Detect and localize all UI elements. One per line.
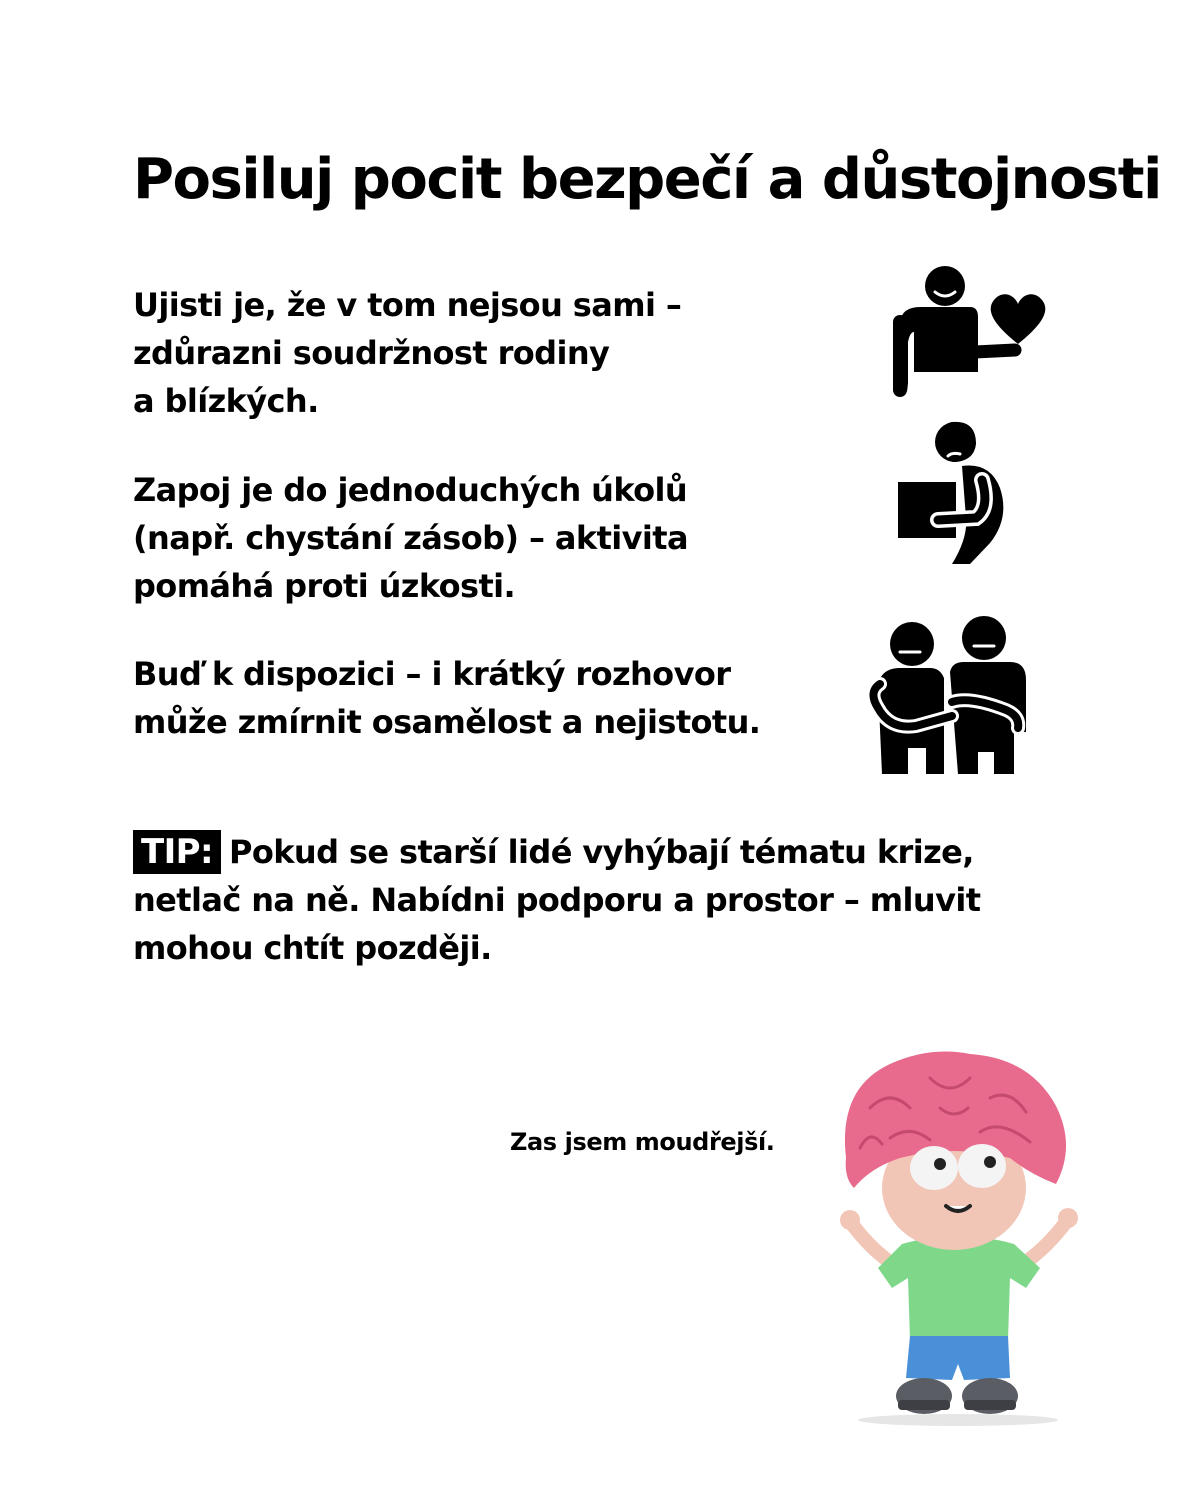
tip-item-line: (např. chystání zásob) – aktivita [133,519,688,557]
tip-item-line: Zapoj je do jednoduchých úkolů [133,471,688,509]
tip-item-1 [133,281,793,425]
tip-item-line: Ujisti je, že v tom nejsou sami – [133,286,682,324]
tip-item-line: a blízkých. [133,382,319,420]
tip-item-line: zdůrazni soudržnost rodiny [133,334,610,372]
tip-item-line: může zmírnit osamělost a nejistotu. [133,703,761,741]
two-people-embracing-icon [860,612,1040,782]
tip-item-2 [133,466,793,610]
tip-text: Pokud se starší lidé vyhýbají tématu krize, [228,833,974,871]
tip-badge: TIP: [133,830,221,874]
mascot-caption: Zas jsem moudřejší. [510,1128,775,1156]
tip-item-3 [133,650,793,746]
brain-headed-boy-mascot [830,1048,1090,1428]
tip-item-line: Buď k dispozici – i krátký rozhovor [133,655,731,693]
tip-line: netlač na ně. Nabídni podporu a prostor – mluvit [133,881,981,919]
tip-line [133,828,1033,876]
tip-item-line: pomáhá proti úzkosti. [133,567,516,605]
person-giving-heart-icon [880,262,1055,402]
person-carrying-box-icon [890,418,1020,568]
page-title: Posiluj pocit bezpečí a důstojnosti [133,147,1161,212]
tip-block [133,828,1033,972]
tip-line: mohou chtít později. [133,929,492,967]
